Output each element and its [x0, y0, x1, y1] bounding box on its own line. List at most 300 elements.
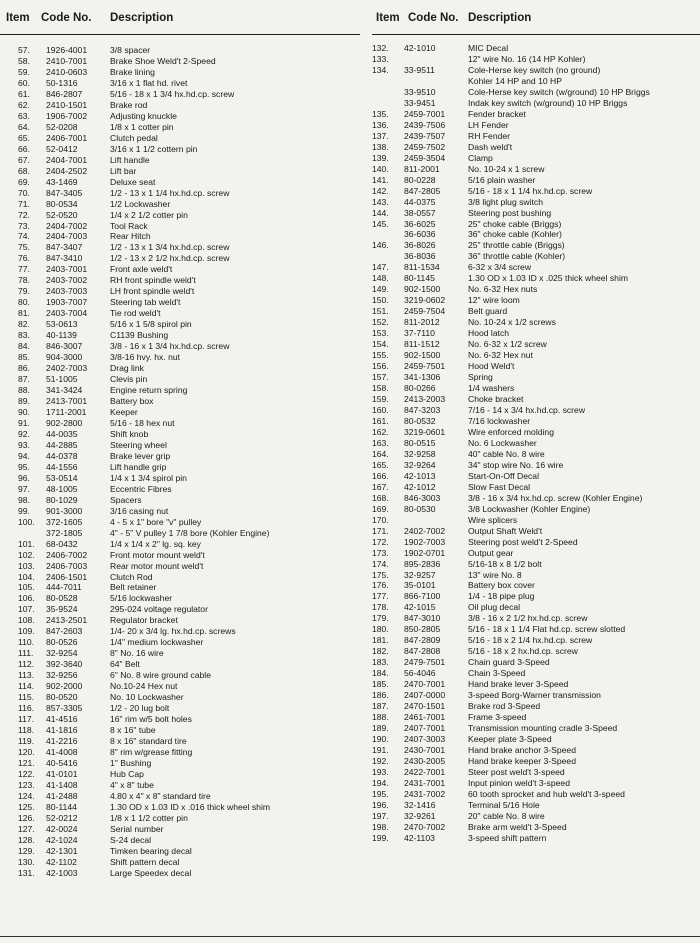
parts-row — [372, 833, 700, 844]
parts-row — [372, 427, 700, 438]
parts-row — [0, 769, 360, 780]
item-number: 140. — [372, 163, 389, 174]
code-number: 42-1003 — [46, 867, 78, 878]
parts-row — [372, 219, 700, 230]
item-number: 158. — [372, 383, 389, 394]
item-number: 94. — [18, 450, 30, 461]
code-number: 811-1534 — [404, 262, 440, 273]
parts-row — [0, 330, 360, 341]
part-description: 34" stop wire No. 16 wire — [468, 459, 564, 470]
part-description: 12" wire loom — [468, 295, 520, 306]
part-description: 3/8 - 16 x 2 1/2 hx.hd.cp. screw — [468, 613, 588, 624]
item-number: 127. — [18, 823, 35, 834]
part-description: Terminal 5/16 Hole — [468, 799, 540, 810]
parts-row — [0, 242, 360, 253]
item-number: 87. — [18, 374, 30, 385]
parts-row — [0, 429, 360, 440]
part-description: 3/8 Lockwasher (Kohler Engine) — [468, 503, 591, 514]
parts-row — [372, 690, 700, 701]
part-description: Cole-Herse key switch (no ground) — [468, 64, 601, 75]
code-number: 2470-7002 — [404, 821, 446, 832]
parts-row — [372, 175, 700, 186]
parts-row — [372, 273, 700, 284]
part-description: 5/16-18 x 8 1/2 bolt — [468, 558, 542, 569]
part-description: MIC Decal — [468, 43, 509, 53]
parts-row — [372, 131, 700, 142]
part-description: 7/16 - 14 x 3/4 hx.hd.cp. screw — [468, 404, 586, 415]
left-table-header — [0, 0, 360, 35]
part-description: 1/4 washers — [468, 383, 515, 394]
part-description: 25" throttle cable (Briggs) — [468, 240, 565, 251]
parts-row — [0, 517, 360, 528]
item-number: 142. — [372, 185, 389, 196]
part-description: 4.80 x 4" x 8" standard tire — [110, 790, 211, 801]
part-description: Battery box — [110, 396, 154, 406]
code-number: 2413-7001 — [46, 396, 88, 406]
part-description: 12" wire No. 16 (14 HP Kohler) — [468, 53, 586, 64]
part-description: Front axle weld't — [110, 264, 173, 275]
code-number: 41-2216 — [46, 736, 78, 747]
parts-row — [372, 262, 700, 273]
part-description: 5/16 - 18 x 2 hx.hd.cp. screw — [468, 646, 578, 657]
parts-row — [372, 537, 700, 548]
parts-row — [372, 624, 700, 635]
item-number: 88. — [18, 385, 30, 396]
code-number: 866-7100 — [404, 591, 441, 602]
part-description: No. 6 Lockwasher — [468, 437, 537, 448]
code-number: 2403-7002 — [46, 275, 88, 286]
item-number: 93. — [18, 439, 30, 450]
item-number: 175. — [372, 569, 389, 580]
part-description: No. 10-24 x 1/2 screws — [468, 317, 556, 328]
code-number: 35-0101 — [404, 580, 436, 591]
item-number: 98. — [18, 494, 30, 505]
item-number: 121. — [18, 757, 35, 768]
code-number: 80-0266 — [404, 383, 436, 394]
parts-row — [0, 846, 360, 857]
code-number: 50-1316 — [46, 77, 78, 88]
part-description: Lift handle — [110, 154, 150, 165]
item-number: 171. — [372, 525, 389, 536]
parts-row — [0, 747, 360, 758]
item-number: 66. — [18, 143, 30, 154]
code-number: 32-1416 — [404, 799, 436, 810]
item-number: 137. — [372, 130, 389, 141]
parts-row — [372, 646, 700, 657]
part-description: RH front spindle weld't — [110, 275, 196, 286]
code-number: 36-6025 — [404, 218, 436, 229]
item-number: 133. — [372, 53, 389, 64]
parts-row — [372, 460, 700, 471]
code-number: 36-6036 — [404, 229, 436, 240]
code-number: 2459-7504 — [404, 306, 446, 317]
item-number: 143. — [372, 196, 389, 207]
item-number: 104. — [18, 571, 35, 582]
code-number: 42-1103 — [404, 832, 435, 843]
code-number: 42-1102 — [46, 856, 77, 867]
parts-row — [0, 188, 360, 199]
item-number: 152. — [372, 317, 389, 328]
code-number: 52-0412 — [46, 143, 78, 154]
item-number: 161. — [372, 415, 389, 426]
item-number: 194. — [372, 777, 389, 788]
part-description: 8" No. 16 wire — [110, 648, 164, 659]
part-description: Battery box cover — [468, 580, 535, 591]
item-number: 173. — [372, 547, 389, 558]
part-description: Belt retainer — [110, 582, 157, 593]
part-description: 1/2 - 20 lug bolt — [110, 703, 170, 714]
parts-row — [0, 352, 360, 363]
parts-row — [372, 701, 700, 712]
part-description: 5/16 - 18 x 1 1/4 Flat hd.cp. screw slotted — [468, 624, 626, 635]
code-number: 2459-3504 — [404, 152, 446, 163]
part-description: Spring — [468, 372, 493, 383]
code-number: 41-4516 — [46, 714, 78, 725]
part-description: Tie rod weld't — [110, 308, 161, 319]
part-description: 8" rim w/grease fitting — [110, 747, 193, 757]
parts-row — [0, 582, 360, 593]
part-description: Engine return spring — [110, 385, 188, 396]
parts-row — [0, 670, 360, 681]
part-description: 3/8-16 hvy. hx. nut — [110, 352, 181, 363]
item-number: 112. — [18, 659, 35, 670]
code-number: 44-2885 — [46, 439, 78, 450]
code-number: 846-3007 — [46, 341, 83, 352]
part-description: Kohler 14 HP and 10 HP — [468, 75, 562, 86]
parts-row — [372, 361, 700, 372]
parts-row — [0, 231, 360, 242]
item-number: 60. — [18, 77, 30, 88]
parts-row — [0, 166, 360, 177]
code-number: 40-5416 — [46, 757, 78, 768]
parts-row — [372, 405, 700, 416]
parts-row — [372, 284, 700, 295]
code-number: 32-9258 — [404, 448, 436, 459]
code-number: 341-3424 — [46, 385, 83, 396]
part-description: 25" choke cable (Briggs) — [468, 218, 562, 229]
item-number: 116. — [18, 703, 35, 714]
item-number: 136. — [372, 119, 389, 130]
code-number: 847-2808 — [404, 646, 441, 657]
item-number: 180. — [372, 624, 389, 635]
code-number: 2407-0000 — [404, 690, 446, 701]
parts-row — [372, 328, 700, 339]
item-number: 99. — [18, 505, 30, 516]
parts-row — [0, 495, 360, 506]
parts-row — [0, 813, 360, 824]
code-number: 1903-7007 — [46, 297, 88, 308]
parts-row — [372, 789, 700, 800]
item-number: 187. — [372, 701, 389, 712]
part-description: No. 10 Lockwasher — [110, 692, 184, 703]
parts-row — [372, 186, 700, 197]
item-number: 197. — [372, 810, 389, 821]
code-number: 2430-2005 — [404, 755, 446, 766]
item-number: 145. — [372, 218, 389, 229]
part-description: No. 10-24 x 1 screw — [468, 163, 545, 174]
parts-row — [0, 374, 360, 385]
part-description: 5/16 - 18 x 1 3/4 hx.hd.cp. screw — [110, 88, 235, 99]
item-number: 59. — [18, 66, 30, 77]
item-number: 182. — [372, 646, 389, 657]
item-header: Item — [6, 12, 30, 24]
part-description: Wire splicers — [468, 514, 518, 525]
parts-row — [372, 723, 700, 734]
item-number: 81. — [18, 308, 30, 319]
code-number: 372-1605 — [46, 516, 83, 527]
code-number: 895-2836 — [404, 558, 441, 569]
part-description: 3/8 light plug switch — [468, 196, 543, 207]
item-number: 129. — [18, 845, 35, 856]
item-number: 119. — [18, 736, 35, 747]
item-number: 156. — [372, 361, 389, 372]
item-number: 160. — [372, 404, 389, 415]
left-parts-list — [0, 35, 360, 879]
item-number: 90. — [18, 406, 30, 417]
item-number: 124. — [18, 790, 35, 801]
code-number: 53-0613 — [46, 319, 78, 330]
parts-row — [372, 350, 700, 361]
part-description: Eccentric Fibres — [110, 483, 172, 494]
part-description: 3/16 x 1 flat hd. rivet — [110, 77, 188, 88]
parts-row — [372, 87, 700, 98]
part-description: Chain guard 3-Speed — [468, 657, 550, 668]
part-description: Spacers — [110, 494, 142, 505]
code-number: 80-1029 — [46, 494, 78, 505]
code-number: 2410-7001 — [46, 55, 88, 66]
code-number: 41-0101 — [46, 768, 78, 779]
parts-row — [0, 802, 360, 813]
part-description: Fender bracket — [468, 108, 526, 119]
part-description: Clamp — [468, 152, 493, 163]
parts-row — [0, 780, 360, 791]
parts-row — [372, 822, 700, 833]
part-description: Brake rod — [110, 99, 148, 110]
part-description: 36" throttle cable (Kohler) — [468, 251, 566, 262]
item-number: 178. — [372, 602, 389, 613]
parts-row — [372, 65, 700, 76]
part-description: Steering post weld't 2-Speed — [468, 536, 578, 547]
item-number: 64. — [18, 121, 30, 132]
part-description: 4" x 8" tube — [110, 779, 154, 790]
parts-row — [0, 155, 360, 166]
code-number: 41-1408 — [46, 779, 78, 790]
code-number: 3219-0602 — [404, 295, 446, 306]
code-number: 1926-4001 — [46, 45, 88, 55]
item-number: 176. — [372, 580, 389, 591]
code-number: 2403-7001 — [46, 264, 88, 275]
code-number: 42-1012 — [404, 481, 436, 492]
item-number: 57. — [18, 45, 30, 55]
item-number: 80. — [18, 297, 30, 308]
parts-row — [372, 142, 700, 153]
parts-row — [372, 570, 700, 581]
parts-row — [372, 800, 700, 811]
code-number: 811-1512 — [404, 339, 440, 350]
code-number: 42-1024 — [46, 834, 78, 845]
right-table-header — [372, 0, 700, 35]
item-number: 102. — [18, 549, 35, 560]
item-number: 61. — [18, 88, 30, 99]
part-description: Hand brake anchor 3-Speed — [468, 745, 576, 755]
item-number: 91. — [18, 417, 30, 428]
code-number: 847-2805 — [404, 185, 441, 196]
parts-row — [0, 626, 360, 637]
item-number: 154. — [372, 339, 389, 350]
item-number: 183. — [372, 657, 389, 668]
code-number: 2413-2003 — [404, 394, 446, 404]
part-description: 64" Belt — [110, 659, 140, 670]
parts-row — [372, 339, 700, 350]
item-number: 181. — [372, 635, 389, 646]
part-description: 40" cable No. 8 wire — [468, 448, 545, 459]
part-description: Serial number — [110, 823, 164, 834]
part-description: 1.30 OD x 1.03 ID x .016 thick wheel shim — [110, 801, 271, 812]
part-description: 16" rim w/5 bolt holes — [110, 714, 192, 725]
item-number: 70. — [18, 187, 30, 198]
item-number: 89. — [18, 396, 30, 406]
code-number: 2479-7501 — [404, 657, 446, 668]
parts-row — [0, 67, 360, 78]
part-description: 3/16 casing nut — [110, 505, 169, 516]
parts-row — [0, 341, 360, 352]
part-description: RH Fender — [468, 130, 511, 141]
code-number: 40-1139 — [46, 330, 77, 341]
parts-row — [372, 240, 700, 251]
code-number: 41-4008 — [46, 747, 78, 757]
parts-row — [372, 416, 700, 427]
parts-row — [0, 484, 360, 495]
parts-row — [372, 712, 700, 723]
item-number: 103. — [18, 560, 35, 571]
code-number: 32-9256 — [46, 670, 78, 681]
part-description: Brake lever grip — [110, 450, 171, 461]
part-description: Adjusting knuckle — [110, 110, 177, 121]
parts-row — [372, 43, 700, 54]
parts-row — [0, 648, 360, 659]
code-number: 52-0208 — [46, 121, 78, 132]
code-number: 2431-7002 — [404, 788, 446, 799]
code-number: 43-1469 — [46, 176, 78, 187]
part-description: Oil plug decal — [468, 602, 521, 613]
parts-row — [0, 681, 360, 692]
code-number: 811-2001 — [404, 163, 440, 174]
item-number: 84. — [18, 341, 30, 352]
part-description: Start-On-Off Decal — [468, 470, 539, 481]
parts-row — [372, 98, 700, 109]
parts-row — [372, 482, 700, 493]
part-description: Dash weld't — [468, 141, 513, 152]
item-number: 186. — [372, 690, 389, 701]
code-number: 80-0528 — [46, 593, 78, 604]
item-number: 148. — [372, 273, 389, 284]
parts-row — [372, 164, 700, 175]
part-description: 295-024 voltage regulator — [110, 604, 208, 615]
code-number: 80-1145 — [404, 273, 435, 284]
part-description: 1/2 Lockwasher — [110, 198, 171, 209]
part-description: LH front spindle weld't — [110, 286, 195, 297]
parts-row — [0, 824, 360, 835]
code-number: 2402-7002 — [404, 525, 446, 536]
parts-row — [0, 615, 360, 626]
parts-row — [372, 449, 700, 460]
item-number: 74. — [18, 231, 30, 242]
parts-row — [0, 550, 360, 561]
code-number: 42-1015 — [404, 602, 436, 613]
item-number: 162. — [372, 426, 389, 437]
item-number: 108. — [18, 615, 35, 626]
parts-row — [0, 319, 360, 330]
parts-row — [0, 385, 360, 396]
item-number: 111. — [18, 648, 34, 659]
part-description: Clevis pin — [110, 374, 148, 385]
parts-row — [0, 593, 360, 604]
code-number: 44-0035 — [46, 428, 78, 439]
part-description: 6-32 x 3/4 screw — [468, 262, 532, 273]
item-number: 139. — [372, 152, 389, 163]
code-number: 33-9510 — [404, 86, 436, 97]
parts-row — [372, 229, 700, 240]
part-description: 3-speed Borg-Warner transmission — [468, 690, 601, 701]
item-number: 196. — [372, 799, 389, 810]
code-number: 2461-7001 — [404, 712, 446, 723]
parts-row — [0, 857, 360, 868]
part-description: Output Shaft Weld't — [468, 525, 543, 536]
item-number: 141. — [372, 174, 389, 185]
item-number: 126. — [18, 812, 35, 823]
parts-row — [372, 295, 700, 306]
item-number: 195. — [372, 788, 389, 799]
item-number: 149. — [372, 284, 389, 295]
item-number: 146. — [372, 240, 389, 251]
item-number: 192. — [372, 755, 389, 766]
part-description: 1/2 - 13 x 2 1/2 hx.hd.cp. screw — [110, 253, 230, 264]
code-number: 42-1301 — [46, 845, 78, 856]
parts-row — [0, 725, 360, 736]
part-description: 1/4 x 2 1/2 cotter pin — [110, 209, 188, 220]
parts-row — [0, 572, 360, 583]
part-description: 5/16 - 18 hex nut — [110, 417, 175, 428]
item-number: 155. — [372, 350, 389, 361]
part-description: 5/16 - 18 x 2 1/4 hx.hd.cp. screw — [468, 635, 593, 646]
part-description: Brake arm weld't 3-Speed — [468, 821, 567, 832]
parts-row — [372, 580, 700, 591]
parts-row — [0, 604, 360, 615]
code-number: 2406-7003 — [46, 560, 88, 571]
item-number: 76. — [18, 253, 30, 264]
part-description: Rear motor mount weld't — [110, 560, 204, 571]
code-number: 48-1005 — [46, 483, 78, 494]
parts-row — [0, 56, 360, 67]
code-number: 1906-7002 — [46, 110, 88, 121]
part-description: Front motor mount weld't — [110, 549, 205, 560]
part-description: Chain 3-Speed — [468, 668, 526, 679]
parts-row — [0, 714, 360, 725]
part-description: 5/16 lockwasher — [110, 593, 173, 604]
item-number: 71. — [18, 198, 30, 209]
item-number: 83. — [18, 330, 30, 341]
part-description: Belt guard — [468, 306, 508, 317]
item-number: 122. — [18, 768, 35, 779]
part-description: Shift knob — [110, 428, 149, 439]
part-description: Choke bracket — [468, 394, 524, 404]
parts-row — [372, 493, 700, 504]
parts-row — [372, 591, 700, 602]
item-number: 82. — [18, 319, 30, 330]
code-number: 444-7011 — [46, 582, 82, 593]
parts-row — [372, 548, 700, 559]
parts-row — [372, 526, 700, 537]
